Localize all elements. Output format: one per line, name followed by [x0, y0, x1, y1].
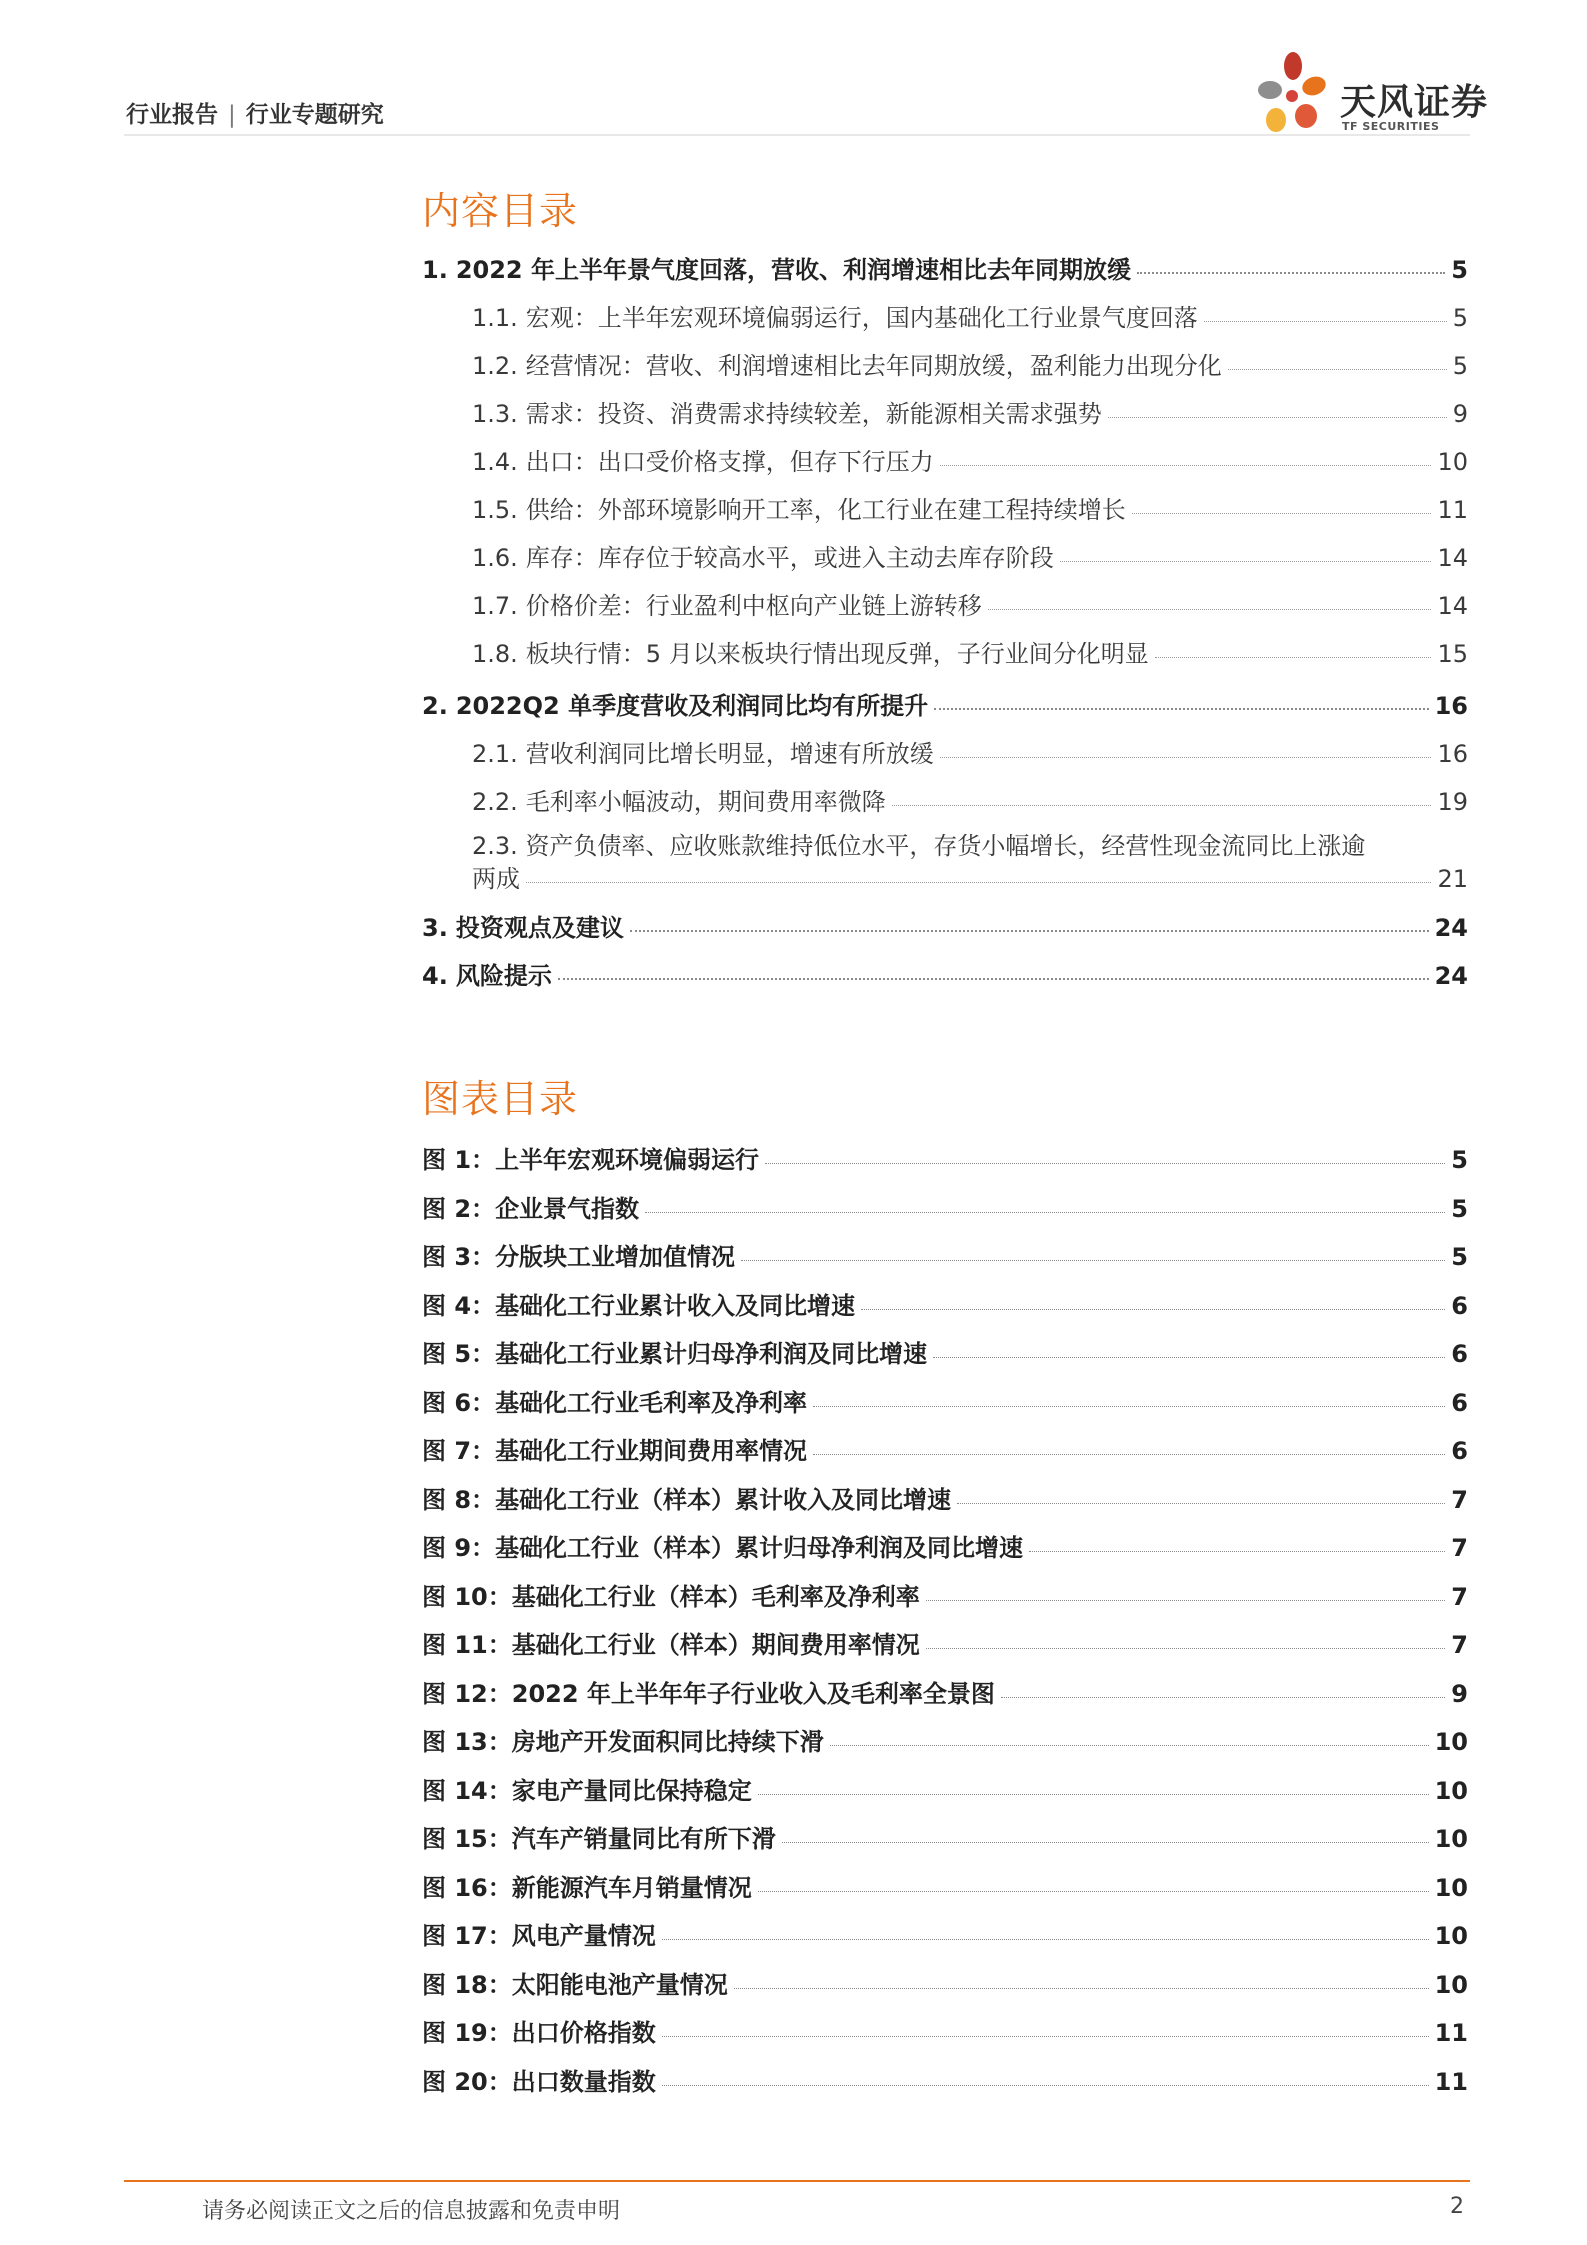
figure-page: 10: [1434, 1971, 1468, 1999]
figure-page: 6: [1451, 1292, 1468, 1320]
toc-title: 内容目录: [422, 189, 579, 233]
figure-entry[interactable]: [422, 1625, 1468, 1660]
figure-title: 风电产量情况: [511, 1922, 656, 1950]
figure-title: 基础化工行业累计收入及同比增速: [495, 1292, 856, 1320]
figure-entry[interactable]: [422, 1237, 1468, 1272]
toc-entry-page: 16: [1434, 692, 1468, 720]
figure-entry[interactable]: [422, 1189, 1468, 1224]
figure-page: 7: [1451, 1631, 1468, 1659]
dot-leader: [1155, 657, 1432, 658]
toc-entry[interactable]: [472, 782, 1468, 817]
toc-entry-text: 资产负债率、应收账款维持低位水平，存货小幅增长，经营性现金流同比上涨逾: [525, 832, 1366, 860]
dot-leader: [813, 1406, 1445, 1407]
figure-page: 10: [1434, 1728, 1468, 1756]
figure-page: 9: [1451, 1680, 1468, 1708]
toc-entry-page: 16: [1437, 740, 1468, 768]
figure-title: 出口数量指数: [511, 2068, 656, 2096]
toc-entry-text: 投资观点及建议: [455, 914, 624, 942]
figure-entry[interactable]: [422, 1771, 1468, 1806]
figure-label: 图 11：: [422, 1631, 512, 1659]
toc-entry-text-continued: 两成: [472, 865, 520, 893]
figure-title: 基础化工行业累计归母净利润及同比增速: [495, 1340, 928, 1368]
figure-title: 太阳能电池产量情况: [511, 1971, 728, 1999]
toc-entry-page: 9: [1452, 400, 1468, 428]
figure-entry[interactable]: [422, 1383, 1468, 1418]
figure-label: 图 4：: [422, 1292, 496, 1320]
toc-entry[interactable]: [472, 490, 1468, 525]
footer-divider: [124, 2180, 1470, 2182]
toc-entry-page: 5: [1451, 256, 1468, 284]
toc-entry-number: 1.2.: [472, 352, 518, 380]
toc-entry-number: 1.6.: [472, 544, 518, 572]
toc-entry-text: 价格价差：行业盈利中枢向产业链上游转移: [525, 592, 982, 620]
figure-page: 11: [1434, 2068, 1468, 2096]
figure-label: 图 14：: [422, 1777, 512, 1805]
figure-label: 图 10：: [422, 1583, 512, 1611]
figure-label: 图 6：: [422, 1389, 496, 1417]
figure-page: 6: [1451, 1437, 1468, 1465]
figure-entry[interactable]: [422, 1965, 1468, 2000]
figure-entry[interactable]: [422, 1868, 1468, 1903]
toc-entry-number: 1.5.: [472, 496, 518, 524]
figure-page: 6: [1451, 1340, 1468, 1368]
dot-leader: [782, 1842, 1429, 1843]
toc-entry[interactable]: [472, 346, 1468, 381]
figure-entry[interactable]: [422, 1140, 1468, 1175]
figure-page: 6: [1451, 1389, 1468, 1417]
toc-entry-number: 1.: [422, 256, 448, 284]
figure-page: 7: [1451, 1583, 1468, 1611]
toc-entry-page: 14: [1437, 592, 1468, 620]
figure-entry[interactable]: [422, 2013, 1468, 2048]
figure-entry[interactable]: [422, 1819, 1468, 1854]
figure-page: 11: [1434, 2019, 1468, 2047]
figure-label: 图 2：: [422, 1195, 496, 1223]
figure-label: 图 3：: [422, 1243, 496, 1271]
toc-entry[interactable]: [472, 734, 1468, 769]
dot-leader: [1132, 513, 1432, 514]
dot-leader: [861, 1309, 1445, 1310]
figure-title: 基础化工行业（样本）毛利率及净利率: [511, 1583, 920, 1611]
toc-entry-page: 11: [1437, 496, 1468, 524]
dot-leader: [662, 2036, 1429, 2037]
toc-entry-text: 2022 年上半年景气度回落，营收、利润增速相比去年同期放缓: [455, 256, 1131, 284]
toc-entry-text: 毛利率小幅波动，期间费用率微降: [525, 788, 886, 816]
dot-leader: [526, 882, 1431, 883]
dot-leader: [988, 609, 1432, 610]
figure-label: 图 18：: [422, 1971, 512, 1999]
figure-page: 7: [1451, 1534, 1468, 1562]
toc-chapter-entry[interactable]: [422, 956, 1468, 991]
subcategory-label: 行业专题研究: [245, 102, 384, 128]
figure-entry[interactable]: [422, 1334, 1468, 1369]
dot-leader: [758, 1891, 1429, 1892]
figure-title: 出口价格指数: [511, 2019, 656, 2047]
toc-chapter-entry[interactable]: [422, 686, 1468, 721]
toc-entry-page: 10: [1437, 448, 1468, 476]
figure-entry[interactable]: [422, 1480, 1468, 1515]
toc-entry-number: 4.: [422, 962, 448, 990]
dot-leader: [741, 1260, 1445, 1261]
toc-entry-number: 1.1.: [472, 304, 518, 332]
figure-label: 图 15：: [422, 1825, 512, 1853]
header-separator: |: [228, 102, 236, 128]
figure-entry[interactable]: [422, 1674, 1468, 1709]
dot-leader: [933, 1357, 1445, 1358]
toc-chapter-entry[interactable]: [422, 250, 1468, 285]
toc-entry-text: 营收利润同比增长明显，增速有所放缓: [525, 740, 934, 768]
dot-leader: [662, 2085, 1429, 2086]
dot-leader: [734, 1988, 1429, 1989]
figure-title: 汽车产销量同比有所下滑: [511, 1825, 776, 1853]
dot-leader: [934, 708, 1429, 710]
figure-page: 5: [1451, 1146, 1468, 1174]
figure-page: 5: [1451, 1195, 1468, 1223]
toc-entry-number: 1.3.: [472, 400, 518, 428]
dot-leader: [765, 1163, 1445, 1164]
toc-entry-page: 24: [1434, 914, 1468, 942]
figure-page: 10: [1434, 1825, 1468, 1853]
toc-entry-page: 15: [1437, 640, 1468, 668]
dot-leader: [1060, 561, 1432, 562]
figure-entry[interactable]: [422, 1577, 1468, 1612]
toc-entry-number: 2.2.: [472, 788, 518, 816]
figure-label: 图 1：: [422, 1146, 496, 1174]
figure-page: 7: [1451, 1486, 1468, 1514]
report-category: [126, 96, 384, 129]
toc-entry[interactable]: [472, 634, 1468, 669]
toc-entry-page: 14: [1437, 544, 1468, 572]
figure-entry[interactable]: [422, 1431, 1468, 1466]
toc-entry[interactable]: [472, 298, 1468, 333]
dot-leader: [926, 1648, 1446, 1649]
figure-title: 基础化工行业（样本）累计收入及同比增速: [495, 1486, 952, 1514]
figure-label: 图 9：: [422, 1534, 496, 1562]
dot-leader: [558, 978, 1429, 980]
toc-entry[interactable]: [472, 586, 1468, 621]
page-number: 2: [1450, 2194, 1464, 2219]
toc-entry-page: 5: [1452, 352, 1468, 380]
dot-leader: [1108, 417, 1447, 418]
figure-page: 5: [1451, 1243, 1468, 1271]
toc-entry-number: 3.: [422, 914, 448, 942]
toc-entry-number: 2.: [422, 692, 448, 720]
toc-entry-text: 供给：外部环境影响开工率，化工行业在建工程持续增长: [525, 496, 1126, 524]
figure-page: 10: [1434, 1777, 1468, 1805]
dot-leader: [1001, 1697, 1445, 1698]
logo-english-name: TF SECURITIES: [1342, 120, 1440, 133]
toc-entry-text: 板块行情：5 月以来板块行情出现反弹，子行业间分化明显: [525, 640, 1149, 668]
dot-leader: [940, 465, 1432, 466]
dot-leader: [630, 930, 1429, 932]
figure-title: 基础化工行业毛利率及净利率: [495, 1389, 808, 1417]
footer-disclaimer: 请务必阅读正文之后的信息披露和免责申明: [202, 2199, 621, 2224]
figure-label: 图 16：: [422, 1874, 512, 1902]
figure-page: 10: [1434, 1922, 1468, 1950]
toc-entry-number: 1.8.: [472, 640, 518, 668]
figure-entry[interactable]: [422, 1916, 1468, 1951]
toc-entry-text: 风险提示: [455, 962, 552, 990]
figures-title: 图表目录: [422, 1077, 579, 1121]
figure-title: 新能源汽车月销量情况: [511, 1874, 752, 1902]
dot-leader: [1137, 272, 1445, 274]
figure-title: 家电产量同比保持稳定: [511, 1777, 752, 1805]
figure-label: 图 5：: [422, 1340, 496, 1368]
figure-label: 图 20：: [422, 2068, 512, 2096]
figure-label: 图 17：: [422, 1922, 512, 1950]
dot-leader: [1228, 369, 1447, 370]
flower-logo-icon: [1248, 50, 1338, 150]
toc-entry-text: 2022Q2 单季度营收及利润同比均有所提升: [455, 692, 929, 720]
figure-title: 基础化工行业期间费用率情况: [495, 1437, 808, 1465]
figure-title: 上半年宏观环境偏弱运行: [495, 1146, 760, 1174]
toc-entry-text: 出口：出口受价格支撑，但存下行压力: [525, 448, 934, 476]
figure-label: 图 8：: [422, 1486, 496, 1514]
toc-entry[interactable]: [472, 830, 1468, 896]
dot-leader: [957, 1503, 1445, 1504]
toc-entry-page: 19: [1437, 788, 1468, 816]
toc-entry-number: 1.7.: [472, 592, 518, 620]
toc-entry[interactable]: [472, 394, 1468, 429]
brand-logo: [1248, 50, 1489, 150]
figure-title: 分版块工业增加值情况: [495, 1243, 736, 1271]
toc-entry-number: 2.3.: [472, 832, 518, 860]
toc-entry-text: 经营情况：营收、利润增速相比去年同期放缓，盈利能力出现分化: [525, 352, 1222, 380]
toc-entry-page: 5: [1452, 304, 1468, 332]
category-label: 行业报告: [126, 102, 218, 128]
figure-entry[interactable]: [422, 1286, 1468, 1321]
figure-page: 10: [1434, 1874, 1468, 1902]
figure-title: 房地产开发面积同比持续下滑: [511, 1728, 824, 1756]
dot-leader: [926, 1600, 1446, 1601]
toc-entry-page: 21: [1437, 865, 1468, 893]
figure-label: 图 19：: [422, 2019, 512, 2047]
dot-leader: [830, 1745, 1429, 1746]
dot-leader: [1204, 321, 1447, 322]
figure-entry[interactable]: [422, 2062, 1468, 2097]
toc-entry-text: 库存：库存位于较高水平，或进入主动去库存阶段: [525, 544, 1054, 572]
logo-chinese-name: 天风证券: [1340, 82, 1489, 123]
figure-title: 企业景气指数: [495, 1195, 640, 1223]
figure-title: 2022 年上半年年子行业收入及毛利率全景图: [511, 1680, 995, 1708]
dot-leader: [645, 1212, 1445, 1213]
figure-entry[interactable]: [422, 1722, 1468, 1757]
toc-chapter-entry[interactable]: [422, 908, 1468, 943]
figure-label: 图 13：: [422, 1728, 512, 1756]
toc-entry-text: 宏观：上半年宏观环境偏弱运行，国内基础化工行业景气度回落: [525, 304, 1198, 332]
toc-entry[interactable]: [472, 538, 1468, 573]
figure-entry[interactable]: [422, 1528, 1468, 1563]
figure-label: 图 7：: [422, 1437, 496, 1465]
toc-entry-page: 24: [1434, 962, 1468, 990]
figure-title: 基础化工行业（样本）累计归母净利润及同比增速: [495, 1534, 1024, 1562]
dot-leader: [940, 757, 1432, 758]
toc-entry-number: 1.4.: [472, 448, 518, 476]
dot-leader: [758, 1794, 1429, 1795]
dot-leader: [662, 1939, 1429, 1940]
figure-label: 图 12：: [422, 1680, 512, 1708]
toc-entry[interactable]: [472, 442, 1468, 477]
dot-leader: [892, 805, 1432, 806]
figure-title: 基础化工行业（样本）期间费用率情况: [511, 1631, 920, 1659]
dot-leader: [1029, 1551, 1445, 1552]
toc-entry-text: 需求：投资、消费需求持续较差，新能源相关需求强势: [525, 400, 1102, 428]
dot-leader: [813, 1454, 1445, 1455]
toc-entry-number: 2.1.: [472, 740, 518, 768]
